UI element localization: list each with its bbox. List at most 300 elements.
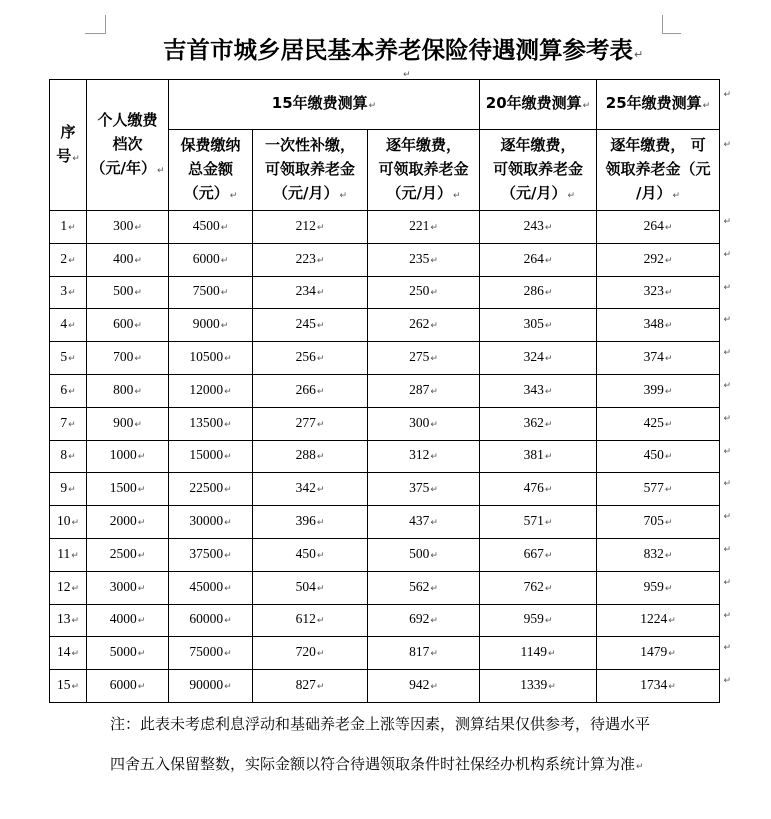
cell-index bbox=[50, 211, 87, 244]
cell-value: 323 bbox=[643, 283, 664, 299]
cell-value: 262 bbox=[409, 316, 430, 332]
paragraph-mark-icon bbox=[430, 288, 438, 298]
cell-annual-20 bbox=[480, 506, 597, 539]
cell-tier bbox=[87, 243, 169, 276]
row-end-mark-icon bbox=[723, 476, 731, 492]
paragraph-mark-icon bbox=[430, 649, 438, 659]
cell-lump-15 bbox=[253, 243, 368, 276]
cell-value: 30000 bbox=[189, 513, 224, 529]
cell-value: 256 bbox=[295, 349, 316, 365]
paragraph-mark-icon bbox=[317, 354, 325, 364]
cell-annual-20 bbox=[480, 571, 597, 604]
cell-value: 223 bbox=[295, 250, 316, 266]
cell-annual-25 bbox=[597, 473, 720, 506]
cell-lump-15 bbox=[253, 604, 368, 637]
cell-total-15 bbox=[169, 407, 253, 440]
cell-value: 264 bbox=[523, 250, 544, 266]
header-annual-25 bbox=[597, 130, 720, 211]
paragraph-mark-icon bbox=[224, 387, 232, 397]
paragraph-mark-icon bbox=[221, 223, 229, 233]
header-index-label: 序 号 bbox=[56, 122, 76, 165]
cell-total-15 bbox=[169, 473, 253, 506]
cell-lump-15 bbox=[253, 342, 368, 375]
cell-tier bbox=[87, 473, 169, 506]
paragraph-mark-icon bbox=[68, 485, 76, 495]
cell-value: 942 bbox=[409, 677, 430, 693]
paragraph-mark-icon bbox=[134, 387, 142, 397]
paragraph-mark-icon bbox=[224, 518, 232, 528]
cell-tier bbox=[87, 538, 169, 571]
cell-tier bbox=[87, 506, 169, 539]
cell-value: 4 bbox=[60, 316, 68, 332]
row-end-mark-icon bbox=[723, 133, 731, 157]
cell-index bbox=[50, 637, 87, 670]
paragraph-mark-icon bbox=[134, 223, 142, 233]
paragraph-mark-icon bbox=[224, 452, 232, 462]
cell-total-15 bbox=[169, 243, 253, 276]
cell-total-15 bbox=[169, 604, 253, 637]
table-row bbox=[50, 538, 720, 571]
cell-value: 342 bbox=[295, 480, 316, 496]
cell-value: 500 bbox=[113, 283, 134, 299]
cell-index bbox=[50, 473, 87, 506]
cell-total-15 bbox=[169, 637, 253, 670]
paragraph-mark-icon bbox=[224, 616, 232, 626]
cell-annual-20 bbox=[480, 440, 597, 473]
table-row bbox=[50, 374, 720, 407]
paragraph-mark-icon bbox=[68, 420, 76, 430]
cell-annual-25 bbox=[597, 211, 720, 244]
cell-value: 5000 bbox=[109, 644, 137, 660]
paragraph-mark-icon bbox=[668, 649, 676, 659]
benefit-calculation-table bbox=[49, 79, 720, 703]
paragraph-mark-icon bbox=[665, 420, 673, 430]
cell-value: 3 bbox=[60, 283, 68, 299]
paragraph-mark-icon bbox=[317, 485, 325, 495]
cell-value: 2000 bbox=[109, 513, 137, 529]
cell-value: 571 bbox=[523, 513, 544, 529]
paragraph-mark-icon bbox=[138, 682, 146, 692]
paragraph-mark-icon bbox=[317, 616, 325, 626]
paragraph-mark-icon bbox=[317, 256, 325, 266]
paragraph-mark-icon bbox=[134, 256, 142, 266]
cell-annual-15 bbox=[368, 407, 480, 440]
header-annual-20-label: 逐年缴费， 可领取养老金 （元/月） bbox=[492, 135, 583, 202]
cell-annual-15 bbox=[368, 211, 480, 244]
paragraph-mark-icon bbox=[71, 682, 79, 692]
paragraph-mark-icon bbox=[545, 518, 553, 528]
paragraph-mark-icon bbox=[71, 518, 79, 528]
cell-annual-15 bbox=[368, 243, 480, 276]
table-body bbox=[50, 211, 720, 703]
cell-value: 11 bbox=[57, 545, 71, 561]
paragraph-mark-icon bbox=[430, 551, 438, 561]
cell-annual-25 bbox=[597, 243, 720, 276]
paragraph-mark-icon bbox=[665, 485, 673, 495]
cell-value: 15 bbox=[56, 677, 71, 693]
paragraph-mark-icon bbox=[668, 682, 676, 692]
paragraph-mark-icon bbox=[665, 518, 673, 528]
cell-value: 287 bbox=[409, 381, 430, 397]
header-tier bbox=[87, 80, 169, 211]
cell-tier bbox=[87, 342, 169, 375]
cell-tier bbox=[87, 309, 169, 342]
paragraph-mark-icon bbox=[634, 48, 643, 61]
cell-index bbox=[50, 407, 87, 440]
cell-annual-20 bbox=[480, 342, 597, 375]
cell-value: 720 bbox=[295, 644, 316, 660]
cell-value: 312 bbox=[409, 447, 430, 463]
paragraph-mark-icon bbox=[317, 649, 325, 659]
paragraph-mark-icon bbox=[665, 584, 673, 594]
cell-value: 10 bbox=[56, 513, 71, 529]
cell-value: 381 bbox=[523, 447, 544, 463]
paragraph-mark-icon bbox=[317, 584, 325, 594]
row-end-mark-icon bbox=[723, 444, 731, 460]
cell-value: 1479 bbox=[640, 644, 668, 660]
cell-annual-15 bbox=[368, 538, 480, 571]
cell-index bbox=[50, 604, 87, 637]
cell-tier bbox=[87, 604, 169, 637]
cell-value: 362 bbox=[523, 414, 544, 430]
cell-value: 15000 bbox=[189, 447, 224, 463]
cell-annual-15 bbox=[368, 506, 480, 539]
cell-index bbox=[50, 571, 87, 604]
table-row bbox=[50, 506, 720, 539]
paragraph-mark-icon bbox=[703, 101, 711, 111]
cell-annual-15 bbox=[368, 440, 480, 473]
paragraph-mark-icon bbox=[668, 616, 676, 626]
cell-value: 4000 bbox=[109, 611, 137, 627]
paragraph-mark-icon bbox=[317, 420, 325, 430]
paragraph-mark-icon bbox=[430, 321, 438, 331]
header-group-25-label: 25年缴费测算 bbox=[605, 94, 702, 112]
row-end-mark-icon bbox=[723, 378, 731, 394]
paragraph-mark-icon bbox=[317, 387, 325, 397]
cell-value: 705 bbox=[643, 513, 664, 529]
paragraph-mark-icon bbox=[430, 387, 438, 397]
cell-lump-15 bbox=[253, 374, 368, 407]
cell-value: 234 bbox=[295, 283, 316, 299]
header-group-15-label: 15年缴费测算 bbox=[271, 94, 368, 112]
cell-index bbox=[50, 506, 87, 539]
paragraph-mark-icon bbox=[138, 518, 146, 528]
cell-value: 959 bbox=[643, 578, 664, 594]
paragraph-mark-icon bbox=[157, 166, 165, 176]
cell-value: 292 bbox=[643, 250, 664, 266]
cell-value: 5 bbox=[60, 349, 68, 365]
paragraph-mark-icon bbox=[545, 223, 553, 233]
cell-tier bbox=[87, 276, 169, 309]
cell-total-15 bbox=[169, 276, 253, 309]
cell-annual-20 bbox=[480, 538, 597, 571]
paragraph-mark-icon bbox=[224, 682, 232, 692]
header-group-20-label: 20年缴费测算 bbox=[485, 94, 582, 112]
cell-lump-15 bbox=[253, 670, 368, 703]
cell-index bbox=[50, 538, 87, 571]
cell-annual-25 bbox=[597, 506, 720, 539]
cell-value: 476 bbox=[523, 480, 544, 496]
paragraph-mark-icon bbox=[224, 551, 232, 561]
cell-total-15 bbox=[169, 374, 253, 407]
paragraph-mark-icon bbox=[583, 101, 591, 111]
paragraph-mark-icon bbox=[71, 551, 79, 561]
cell-value: 667 bbox=[523, 545, 544, 561]
cell-value: 60000 bbox=[189, 611, 224, 627]
cell-annual-25 bbox=[597, 604, 720, 637]
paragraph-mark-icon bbox=[134, 321, 142, 331]
cell-value: 1 bbox=[60, 217, 68, 233]
header-group-20 bbox=[480, 80, 597, 130]
paragraph-mark-icon bbox=[317, 321, 325, 331]
table-row bbox=[50, 342, 720, 375]
cell-value: 221 bbox=[409, 217, 430, 233]
cell-annual-25 bbox=[597, 670, 720, 703]
cell-value: 4500 bbox=[192, 217, 220, 233]
table-row bbox=[50, 309, 720, 342]
cell-value: 2500 bbox=[109, 545, 137, 561]
table-row bbox=[50, 407, 720, 440]
cell-annual-20 bbox=[480, 407, 597, 440]
cell-lump-15 bbox=[253, 538, 368, 571]
cell-value: 37500 bbox=[189, 545, 224, 561]
header-lump-15 bbox=[253, 130, 368, 211]
cell-value: 300 bbox=[113, 217, 134, 233]
row-end-mark-icon bbox=[723, 608, 731, 624]
cell-annual-25 bbox=[597, 309, 720, 342]
paragraph-mark-icon bbox=[665, 452, 673, 462]
paragraph-mark-icon bbox=[545, 288, 553, 298]
header-row-groups bbox=[50, 80, 720, 130]
cell-value: 1734 bbox=[640, 677, 668, 693]
paragraph-mark-icon bbox=[317, 288, 325, 298]
table-row bbox=[50, 211, 720, 244]
paragraph-mark-icon bbox=[339, 191, 347, 201]
cell-value: 288 bbox=[295, 447, 316, 463]
paragraph-mark-icon bbox=[545, 616, 553, 626]
paragraph-mark-icon bbox=[72, 154, 80, 164]
table-row bbox=[50, 604, 720, 637]
cell-value: 577 bbox=[643, 480, 664, 496]
footnote bbox=[110, 704, 662, 787]
paragraph-mark-icon bbox=[221, 256, 229, 266]
cell-value: 1500 bbox=[109, 480, 137, 496]
cell-annual-20 bbox=[480, 473, 597, 506]
paragraph-mark-icon bbox=[134, 420, 142, 430]
cell-index bbox=[50, 440, 87, 473]
row-end-mark-icon bbox=[723, 312, 731, 328]
paragraph-mark-icon bbox=[665, 354, 673, 364]
cell-tier bbox=[87, 211, 169, 244]
paragraph-mark-icon bbox=[68, 452, 76, 462]
cell-value: 1000 bbox=[109, 447, 137, 463]
table-row bbox=[50, 670, 720, 703]
cell-annual-20 bbox=[480, 211, 597, 244]
paragraph-mark-icon bbox=[317, 682, 325, 692]
paragraph-mark-icon bbox=[317, 452, 325, 462]
paragraph-mark-icon bbox=[545, 387, 553, 397]
cell-value: 286 bbox=[523, 283, 544, 299]
cell-lump-15 bbox=[253, 211, 368, 244]
cell-lump-15 bbox=[253, 276, 368, 309]
cell-annual-25 bbox=[597, 342, 720, 375]
paragraph-mark-icon bbox=[138, 584, 146, 594]
paragraph-mark-icon bbox=[138, 452, 146, 462]
cell-value: 75000 bbox=[189, 644, 224, 660]
paragraph-mark-icon bbox=[224, 485, 232, 495]
header-total-15-label: 保费缴纳 总金额 （元） bbox=[180, 135, 241, 202]
paragraph-mark-icon bbox=[138, 649, 146, 659]
paragraph-mark-icon bbox=[224, 420, 232, 430]
cell-lump-15 bbox=[253, 506, 368, 539]
cell-value: 3000 bbox=[109, 578, 137, 594]
paragraph-mark-icon bbox=[430, 584, 438, 594]
paragraph-mark-icon bbox=[545, 256, 553, 266]
paragraph-mark-icon bbox=[68, 288, 76, 298]
paragraph-mark-icon bbox=[545, 485, 553, 495]
paragraph-mark-icon bbox=[221, 321, 229, 331]
cell-value: 959 bbox=[523, 611, 544, 627]
cell-value: 6000 bbox=[109, 677, 137, 693]
cell-annual-20 bbox=[480, 276, 597, 309]
table-row bbox=[50, 440, 720, 473]
cell-value: 264 bbox=[643, 217, 664, 233]
cell-value: 437 bbox=[409, 513, 430, 529]
paragraph-mark-icon bbox=[134, 354, 142, 364]
header-annual-25-label: 逐年缴费， 可 领取养老金（元 /月） bbox=[605, 135, 711, 202]
paragraph-mark-icon bbox=[567, 191, 575, 201]
paragraph-mark-icon bbox=[430, 452, 438, 462]
header-annual-20 bbox=[480, 130, 597, 211]
cell-lump-15 bbox=[253, 407, 368, 440]
cell-lump-15 bbox=[253, 440, 368, 473]
paragraph-mark-icon bbox=[665, 256, 673, 266]
cell-annual-25 bbox=[597, 374, 720, 407]
paragraph-mark-icon bbox=[548, 649, 556, 659]
paragraph-mark-icon bbox=[68, 354, 76, 364]
cell-annual-25 bbox=[597, 538, 720, 571]
paragraph-mark-icon bbox=[224, 584, 232, 594]
cell-value: 8 bbox=[60, 447, 68, 463]
cell-total-15 bbox=[169, 309, 253, 342]
cell-lump-15 bbox=[253, 309, 368, 342]
cell-annual-15 bbox=[368, 374, 480, 407]
cell-value: 400 bbox=[113, 250, 134, 266]
cell-annual-20 bbox=[480, 670, 597, 703]
header-index bbox=[50, 80, 87, 211]
header-total-15 bbox=[169, 130, 253, 211]
table-row bbox=[50, 637, 720, 670]
cell-index bbox=[50, 309, 87, 342]
header-lump-15-label: 一次性补缴， 可领取养老金 （元/月） bbox=[264, 135, 355, 202]
cell-tier bbox=[87, 670, 169, 703]
cell-value: 817 bbox=[409, 644, 430, 660]
cell-index bbox=[50, 243, 87, 276]
cell-annual-25 bbox=[597, 637, 720, 670]
paragraph-mark-icon bbox=[665, 223, 673, 233]
cell-value: 399 bbox=[643, 381, 664, 397]
cell-value: 1149 bbox=[520, 644, 547, 660]
paragraph-mark-icon bbox=[224, 354, 232, 364]
crop-mark-icon bbox=[85, 15, 106, 34]
cell-total-15 bbox=[169, 342, 253, 375]
cell-tier bbox=[87, 440, 169, 473]
cell-value: 900 bbox=[113, 414, 134, 430]
cell-value: 9000 bbox=[192, 316, 220, 332]
row-end-mark-icon bbox=[723, 280, 731, 296]
cell-annual-15 bbox=[368, 670, 480, 703]
cell-tier bbox=[87, 407, 169, 440]
paragraph-mark-icon bbox=[369, 101, 377, 111]
cell-annual-25 bbox=[597, 440, 720, 473]
cell-value: 10500 bbox=[189, 349, 224, 365]
cell-total-15 bbox=[169, 506, 253, 539]
paragraph-mark-icon bbox=[224, 649, 232, 659]
row-end-mark-icon bbox=[723, 575, 731, 591]
header-group-25 bbox=[597, 80, 720, 130]
cell-value: 305 bbox=[523, 316, 544, 332]
paragraph-mark-icon bbox=[430, 256, 438, 266]
cell-value: 600 bbox=[113, 316, 134, 332]
cell-value: 22500 bbox=[189, 480, 224, 496]
cell-value: 212 bbox=[295, 217, 316, 233]
cell-annual-15 bbox=[368, 342, 480, 375]
cell-lump-15 bbox=[253, 571, 368, 604]
table-row bbox=[50, 276, 720, 309]
header-annual-15 bbox=[368, 130, 480, 211]
cell-value: 12000 bbox=[189, 381, 224, 397]
cell-annual-15 bbox=[368, 637, 480, 670]
cell-total-15 bbox=[169, 670, 253, 703]
cell-index bbox=[50, 374, 87, 407]
paragraph-mark-icon bbox=[68, 256, 76, 266]
document-title-text: 吉首市城乡居民基本养老保险待遇测算参考表 bbox=[163, 36, 633, 64]
paragraph-mark-icon bbox=[430, 616, 438, 626]
paragraph-mark-icon bbox=[430, 223, 438, 233]
table-row bbox=[50, 473, 720, 506]
cell-annual-25 bbox=[597, 276, 720, 309]
paragraph-mark-icon bbox=[672, 191, 680, 201]
paragraph-mark-icon bbox=[665, 551, 673, 561]
paragraph-mark-icon bbox=[545, 420, 553, 430]
paragraph-mark-icon bbox=[68, 321, 76, 331]
cell-tier bbox=[87, 374, 169, 407]
paragraph-mark-icon bbox=[545, 321, 553, 331]
cell-value: 9 bbox=[60, 480, 68, 496]
cell-value: 762 bbox=[523, 578, 544, 594]
table-row bbox=[50, 243, 720, 276]
paragraph-mark-icon bbox=[453, 191, 461, 201]
cell-value: 425 bbox=[643, 414, 664, 430]
cell-value: 500 bbox=[409, 545, 430, 561]
row-end-mark-icon bbox=[723, 542, 731, 558]
paragraph-mark-icon bbox=[71, 584, 79, 594]
cell-value: 2 bbox=[60, 250, 68, 266]
cell-value: 396 bbox=[295, 513, 316, 529]
header-group-15 bbox=[169, 80, 480, 130]
cell-annual-15 bbox=[368, 276, 480, 309]
paragraph-mark-icon bbox=[665, 288, 673, 298]
cell-value: 243 bbox=[523, 217, 544, 233]
paragraph-mark-icon bbox=[548, 682, 556, 692]
cell-tier bbox=[87, 637, 169, 670]
cell-annual-20 bbox=[480, 309, 597, 342]
cell-value: 343 bbox=[523, 381, 544, 397]
cell-lump-15 bbox=[253, 637, 368, 670]
cell-value: 45000 bbox=[189, 578, 224, 594]
paragraph-mark-icon bbox=[230, 191, 238, 201]
paragraph-mark-icon bbox=[545, 452, 553, 462]
